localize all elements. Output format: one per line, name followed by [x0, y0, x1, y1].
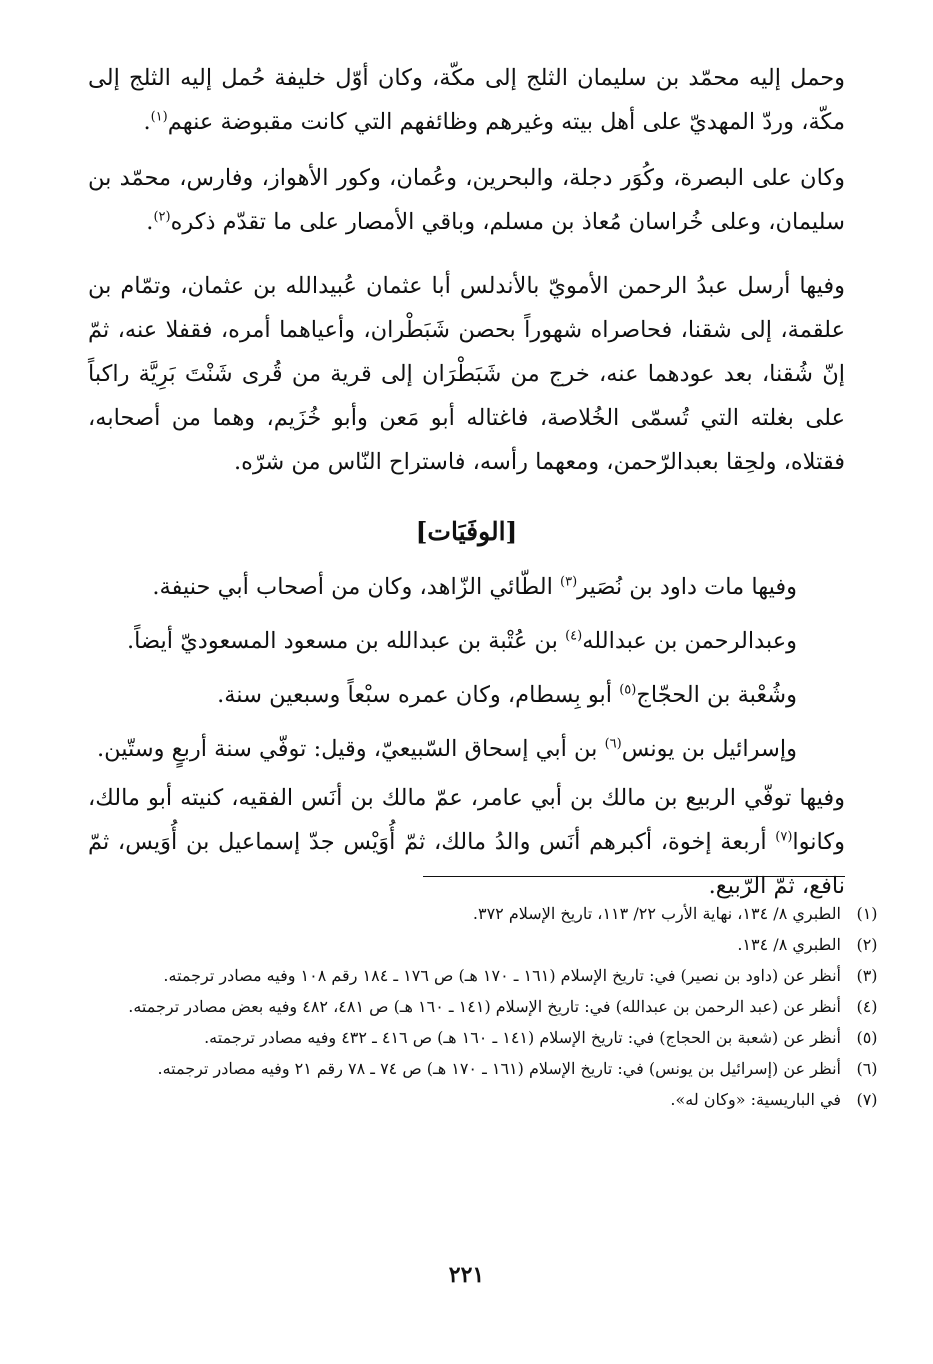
footnote-text: أنظر عن (إسرائيل بن يونس) في: تاريخ الإسلام (١٦١ ـ ١٧٠ هـ) ص ٧٤ ـ ٧٨ رقم ٢١ وفيه مصادر ترجمته.	[157, 1059, 841, 1078]
paragraph-1	[88, 56, 845, 144]
footnote-ref: (١)	[150, 109, 168, 125]
footnote-ref: (٥)	[619, 682, 637, 698]
section-heading: [الوفَيَات]	[415, 517, 518, 546]
footnote-ref: (٦)	[604, 736, 622, 752]
footnote-ref: (٧)	[775, 829, 793, 845]
main-text	[88, 56, 845, 920]
obituary-rest: الطّائي الزّاهد، وكان من أصحاب أبي حنيفة.	[152, 574, 560, 600]
obituary-4	[88, 722, 845, 776]
obituary-text: وعبدالرحمن بن عبدالله	[582, 628, 797, 654]
footnote-ref: (٤)	[565, 628, 583, 644]
paragraph-text: وفيها أرسل عبدُ الرحمن الأمويّ بالأندلس أبا عثمان عُبيدالله بن عثمان، وتمّام بن علقمة، إلى شقنا، فحاصراه شهوراً بحصن شَبَطْران، وأعياهما أمره، فقفلا عنه، ثمّ إنّ شُقنا، بعد عودهما عنه، خرج من شَبَطْرَان إلى قرية من قُرى شَنْتَ بَرِيَّة راكباً على بغلته التي تُسمّى الخُلاصة، فاغتاله أبو مَعن وأبو خُزَيم، وهما من أصحابه، فقتلاه، ولحِقا بعبدالرّحمن، ومعهما رأسه، فاستراح النّاس من شرّه.	[88, 273, 845, 475]
paragraph-2	[88, 156, 845, 244]
footnote-number: (٧)	[856, 1090, 878, 1109]
paragraph-text: وفيها توفّي الربيع بن مالك بن أبي عامر، عمّ مالك بن أنَس الفقيه، كنيته أبو مالك، وكانوا	[88, 785, 846, 855]
footnote-ref: (٢)	[153, 209, 171, 225]
footnote-number: (٦)	[856, 1059, 878, 1078]
footnote-text: أنظر عن (داود بن نصير) في: تاريخ الإسلام (١٦١ ـ ١٧٠ هـ) ص ١٧٦ ـ ١٨٤ رقم ١٠٨ وفيه مصادر ترجمته.	[163, 966, 841, 985]
obituary-text: وشُعْبة بن الحجّاج	[636, 682, 797, 708]
footnote-2	[88, 929, 893, 960]
obituary-rest: بن عُتْبة بن عبدالله بن مسعود المسعوديّ أيضاً.	[127, 628, 566, 654]
footnote-7	[88, 1084, 893, 1115]
footnote-number: (١)	[856, 904, 878, 923]
obituary-3	[88, 668, 845, 722]
paragraph-end: .	[143, 109, 151, 135]
footnote-separator	[423, 876, 845, 877]
obituary-text: وإسرائيل بن يونس	[621, 736, 797, 762]
footnote-1	[88, 898, 893, 929]
obituary-1	[88, 560, 845, 614]
footnote-number: (٢)	[856, 935, 878, 954]
footnote-number: (٤)	[856, 997, 878, 1016]
obituary-rest: بن أبي إسحاق السّبيعيّ، وقيل: توفّي سنة أربعٍ وستّين.	[96, 736, 605, 762]
footnote-4	[88, 991, 893, 1022]
footnote-6	[88, 1053, 893, 1084]
footnote-number: (٣)	[856, 966, 878, 985]
paragraph-end: .	[146, 209, 154, 235]
paragraph-end: أربعة إخوة، أكبرهم أنَس والدُ مالك، ثمّ أُوَيْس جدّ إسماعيل بن أُوَيس، ثمّ نافع، ثمّ الرّبيع.	[88, 829, 845, 899]
final-paragraph	[88, 776, 845, 908]
footnote-number: (٥)	[856, 1028, 878, 1047]
obituary-2	[88, 614, 845, 668]
footnote-text: الطبري ٨/ ١٣٤.	[737, 935, 841, 954]
obituary-text: وفيها مات داود بن نُصَير	[577, 574, 797, 600]
footnote-ref: (٣)	[560, 574, 578, 590]
footnote-3	[88, 960, 893, 991]
footnote-text: في الباريسية: «وكان له».	[670, 1090, 841, 1109]
paragraph-3	[88, 264, 845, 484]
footnote-text: الطبري ٨/ ١٣٤، نهاية الأرب ٢٢/ ١١٣، تاريخ الإسلام ٣٧٢.	[472, 904, 841, 923]
footnote-5	[88, 1022, 893, 1053]
page-number: ٢٢١	[448, 1262, 485, 1288]
paragraph-text: وحمل إليه محمّد بن سليمان الثلج إلى مكّة، وكان أوّل خليفة حُمل إليه الثلج إلى مكّة، وردّ المهديّ على أهل بيته وغيرهم وظائفهم التي كانت مقبوضة عنهم	[88, 65, 845, 135]
obituary-rest: أبو بِسطام، وكان عمره سبْعاً وسبعين سنة.	[217, 682, 620, 708]
paragraph-text: وكان على البصرة، وكُوَر دجلة، والبحرين، وعُمان، وكور الأهواز، وفارس، محمّد بن سليمان، وعلى خُراسان مُعاذ بن مسلم، وباقي الأمصار على ما تقدّم ذكره	[88, 165, 845, 235]
footnote-text: أنظر عن (عبد الرحمن بن عبدالله) في: تاريخ الإسلام (١٤١ ـ ١٦٠ هـ) ص ٤٨١، ٤٨٢ وفيه بعض مصادر ترجمته.	[128, 997, 841, 1016]
footnotes	[88, 898, 893, 1115]
footnote-text: أنظر عن (شعبة بن الحجاج) في: تاريخ الإسلام (١٤١ ـ ١٦٠ هـ) ص ٤١٦ ـ ٤٣٢ وفيه مصادر ترجمته.	[204, 1028, 841, 1047]
